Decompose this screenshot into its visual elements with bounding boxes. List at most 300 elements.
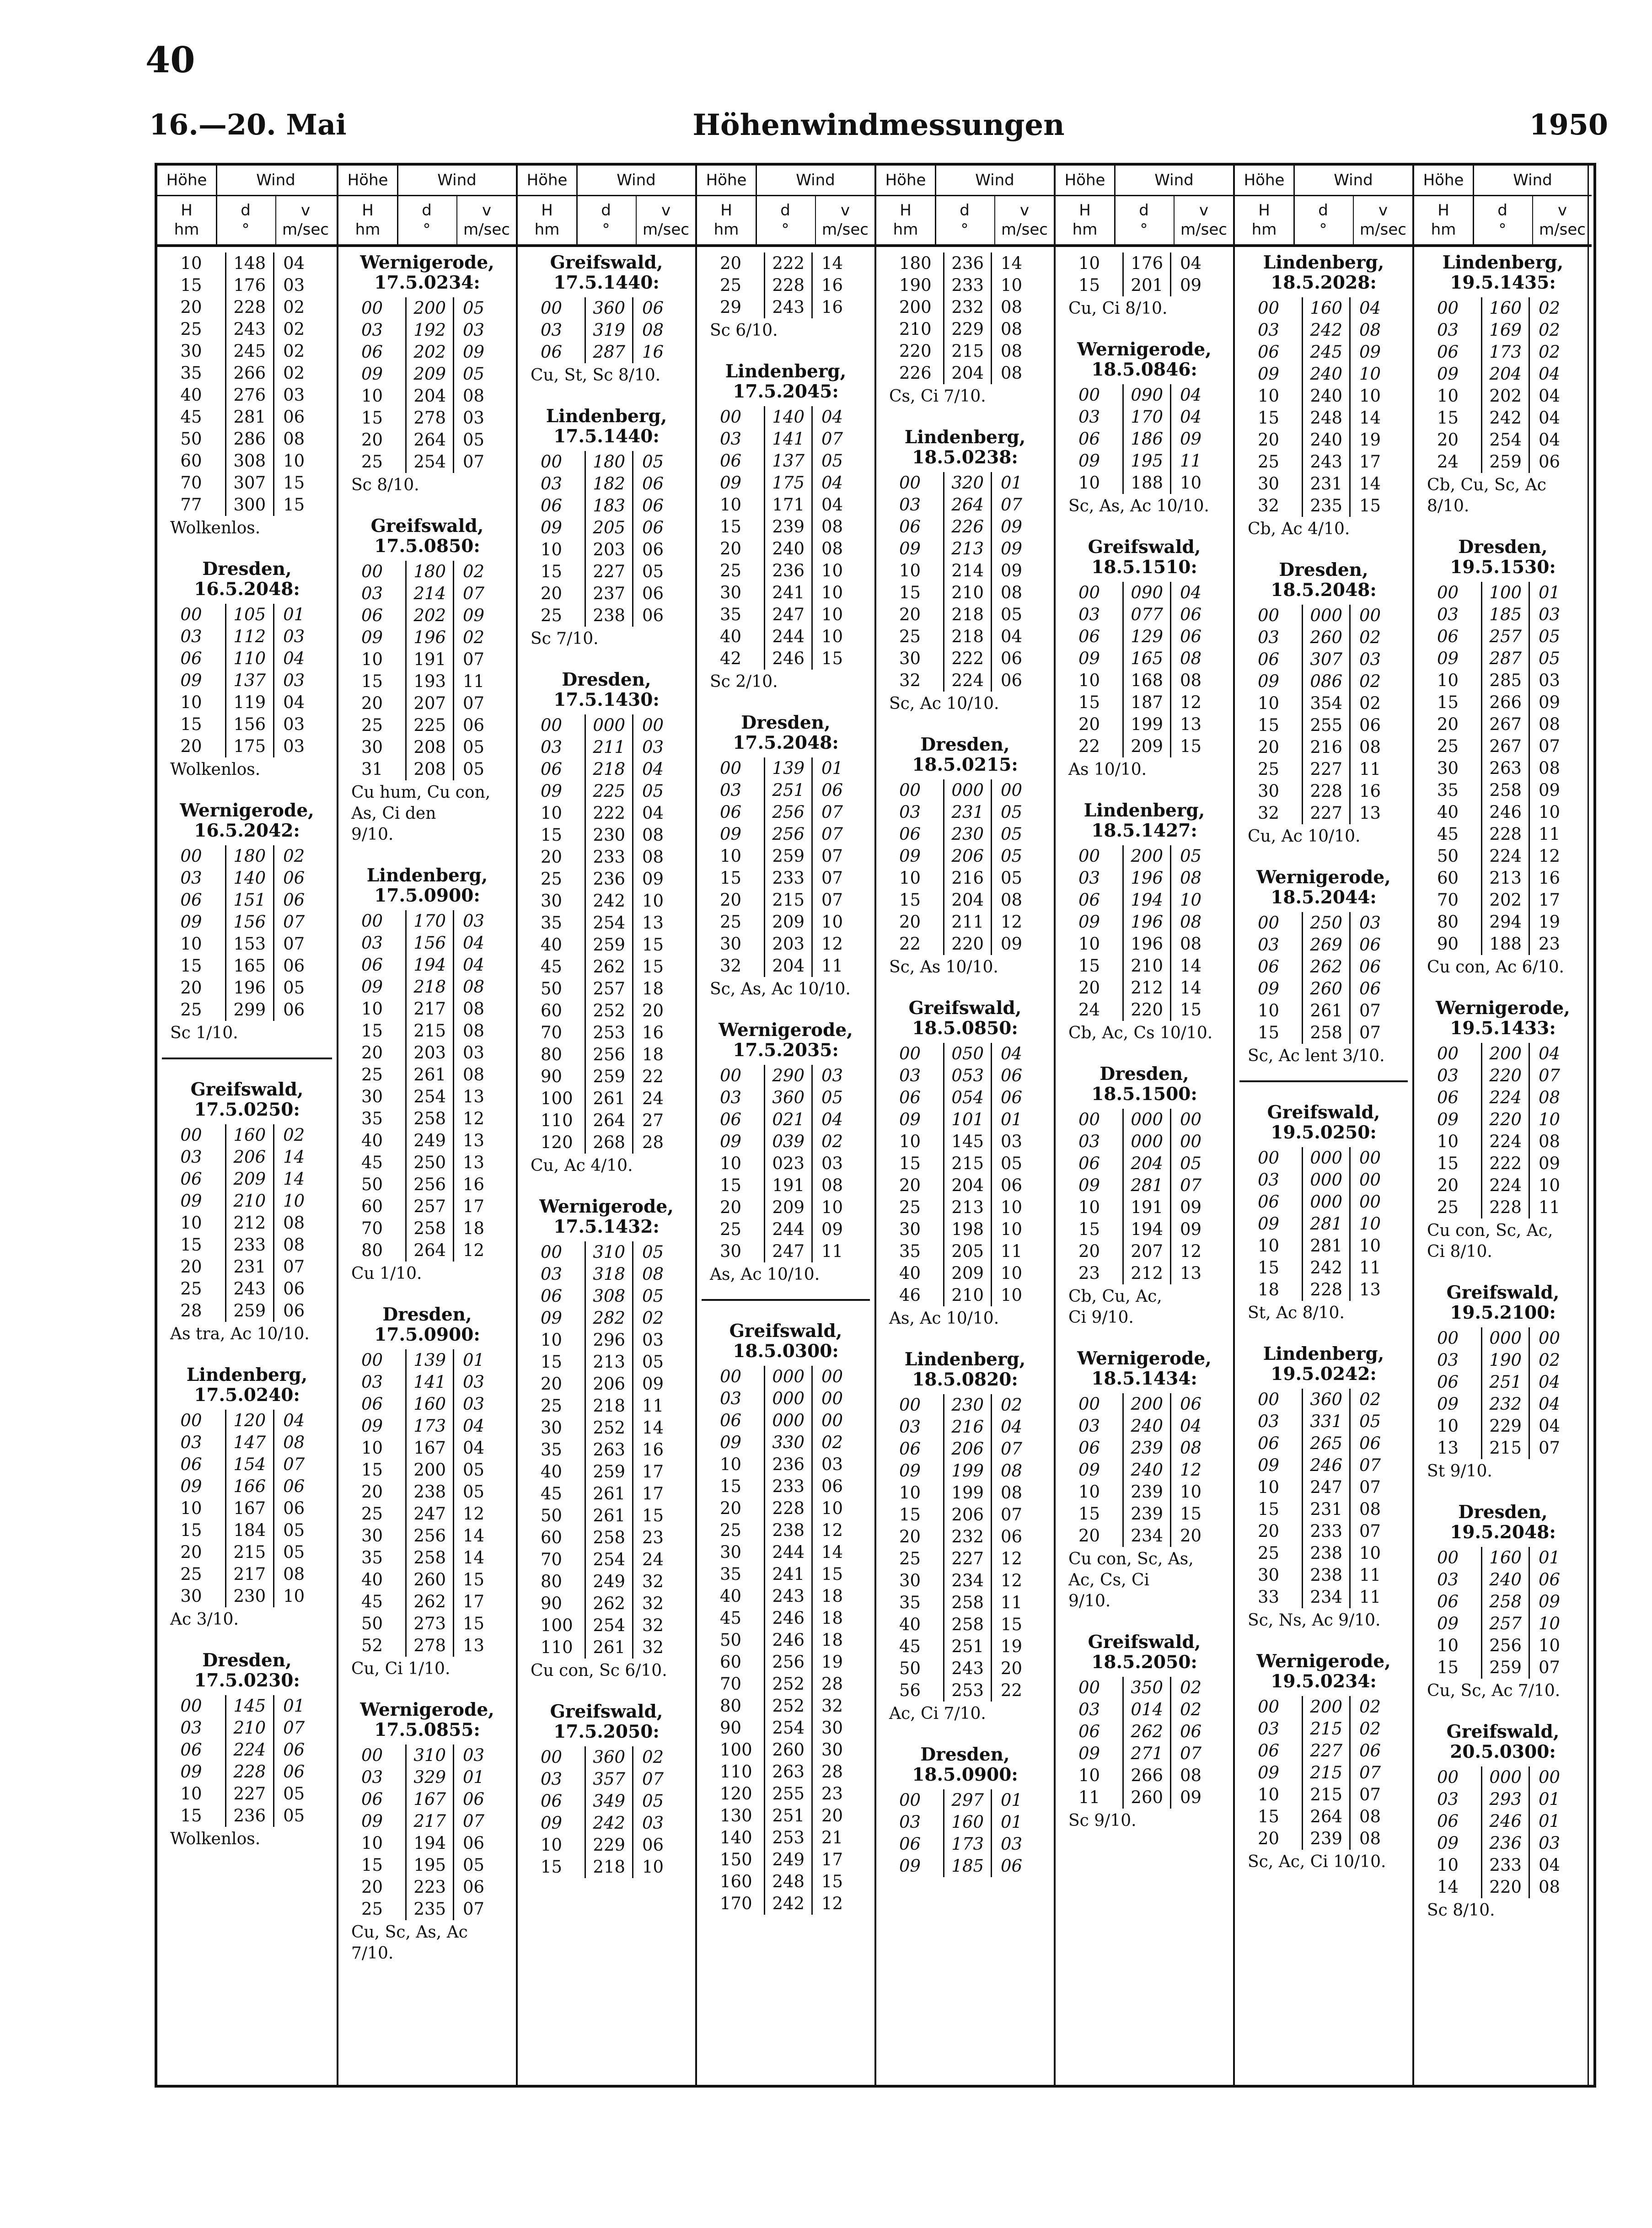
station-title: Greifswald, 18.5.0300: [729, 1321, 842, 1362]
height-cell: 10 [899, 1483, 921, 1503]
speed-cell: 06 [1359, 935, 1381, 955]
table-row [720, 252, 852, 274]
height-cell: 100 [541, 1616, 573, 1635]
direction-cell: 268 [585, 1132, 633, 1154]
hm-label: hm [1431, 220, 1456, 239]
table-row [899, 845, 1031, 867]
height-cell: 35 [541, 1440, 563, 1460]
table-row [720, 1849, 852, 1871]
height-cell: 10 [720, 1455, 742, 1474]
table-row [180, 296, 313, 318]
height-cell: 150 [720, 1850, 752, 1869]
height-cell: 03 [541, 1769, 563, 1789]
height-cell: 06 [1078, 1154, 1100, 1173]
direction-cell: 262 [406, 1591, 454, 1613]
speed-cell: 08 [821, 517, 843, 537]
height-cell: 50 [361, 1175, 383, 1194]
height-cell: 00 [361, 1745, 383, 1765]
height-cell: 06 [1437, 1811, 1459, 1831]
direction-cell: 110 [225, 648, 274, 670]
speed-cell: 13 [462, 1636, 485, 1655]
speed-cell: 05 [1000, 605, 1023, 624]
table-row [1258, 473, 1389, 495]
station-entry [338, 1305, 516, 1680]
table-row [361, 1876, 493, 1898]
speed-cell: 02 [283, 319, 305, 339]
direction-cell: 256 [765, 823, 812, 845]
station-title: Dresden, 19.5.1530: [1450, 537, 1556, 578]
station-title: Greifswald, 17.5.1440: [550, 252, 663, 293]
direction-cell: 139 [765, 757, 812, 779]
speed-cell: 08 [1180, 671, 1202, 690]
direction-cell: 230 [944, 1394, 992, 1416]
direction-cell: 261 [585, 1637, 633, 1659]
table-row [541, 1417, 672, 1439]
height-cell: 15 [899, 1505, 921, 1525]
height-cell: 09 [720, 1433, 742, 1452]
height-cell: 20 [899, 1527, 921, 1546]
speed-cell: 01 [1538, 1789, 1561, 1809]
table-row [1437, 1876, 1569, 1898]
observation-table [1258, 605, 1389, 824]
table-row [541, 1088, 672, 1110]
speed-cell: 00 [642, 715, 664, 735]
height-cell: 09 [1078, 1460, 1100, 1480]
height-cell: 20 [361, 1043, 383, 1063]
height-cell: 00 [541, 1242, 563, 1262]
table-row [1078, 955, 1210, 977]
table-row [720, 1541, 852, 1563]
speed-cell: 08 [1000, 1461, 1023, 1481]
cloud-note: Cu, Ac 10/10. [1248, 827, 1361, 846]
station-entry [1056, 1632, 1233, 1831]
speed-cell: 18 [821, 1630, 843, 1650]
direction-cell: 234 [1123, 1525, 1171, 1547]
cloud-note: St, Ac 8/10. [1248, 1304, 1345, 1322]
height-cell: 09 [899, 1461, 921, 1481]
direction-cell: 293 [1482, 1788, 1529, 1810]
height-cell: 30 [361, 1526, 383, 1546]
direction-cell: 240 [1482, 1569, 1529, 1591]
table-row [1078, 384, 1210, 406]
direction-cell: 228 [765, 274, 812, 296]
table-row [1437, 1327, 1569, 1349]
height-cell: 80 [541, 1572, 563, 1591]
speed-cell: 02 [642, 1308, 664, 1328]
direction-cell: 350 [1123, 1677, 1171, 1699]
speed-cell: 10 [1000, 1263, 1023, 1283]
speed-cell: 05 [821, 1088, 843, 1107]
speed-cell: 04 [1538, 1855, 1561, 1875]
table-row [899, 1175, 1031, 1197]
speed-cell: 15 [283, 473, 305, 493]
height-cell: 00 [1078, 1110, 1100, 1129]
direction-cell: 230 [944, 823, 992, 845]
direction-cell: 244 [765, 1219, 812, 1240]
direction-cell: 261 [585, 1483, 633, 1505]
direction-cell: 194 [1123, 1219, 1171, 1240]
table-row [541, 780, 672, 802]
height-cell: 09 [720, 824, 742, 844]
height-cell: 10 [1258, 1477, 1280, 1497]
speed-cell: 06 [642, 474, 664, 494]
speed-cell: 13 [1359, 1280, 1381, 1299]
v-label: v [840, 201, 850, 220]
speed-cell: 04 [642, 803, 664, 823]
speed-cell: 10 [283, 451, 305, 471]
height-cell: 15 [1078, 693, 1100, 712]
direction-cell: 206 [944, 1438, 992, 1460]
direction-cell: 198 [944, 1219, 992, 1240]
table-row [541, 1110, 672, 1132]
speed-cell: 05 [283, 1784, 305, 1804]
table-row [1258, 802, 1389, 824]
height-cell: 13 [1437, 1438, 1459, 1458]
direction-cell: 188 [1482, 933, 1529, 955]
direction-cell: 232 [944, 1526, 992, 1548]
height-cell: 120 [541, 1133, 573, 1152]
table-row [541, 561, 672, 583]
direction-cell: 243 [225, 1278, 274, 1300]
speed-cell: 02 [1359, 1697, 1381, 1717]
speed-cell: 10 [821, 583, 843, 602]
direction-cell: 000 [1123, 1109, 1171, 1131]
speed-cell: 13 [1359, 803, 1381, 823]
direction-cell: 263 [765, 1761, 812, 1783]
direction-cell: 145 [944, 1131, 992, 1153]
direction-cell: 023 [765, 1153, 812, 1175]
observation-table [1078, 252, 1210, 296]
table-row [720, 516, 852, 538]
direction-cell: 000 [1303, 1191, 1350, 1213]
height-cell: 32 [720, 956, 742, 976]
direction-cell: 215 [225, 1541, 274, 1563]
height-cell: 20 [180, 1257, 202, 1277]
speed-cell: 06 [283, 1000, 305, 1020]
direction-cell: 213 [1482, 867, 1529, 889]
table-row [720, 1761, 852, 1783]
height-cell: 14 [1437, 1877, 1459, 1897]
direction-cell: 167 [406, 1788, 454, 1810]
table-row [899, 867, 1031, 889]
direction-cell: 160 [944, 1811, 992, 1833]
height-cell: 09 [899, 1856, 921, 1876]
table-row [720, 1175, 852, 1197]
height-cell: 40 [899, 1615, 921, 1634]
table-row [361, 1240, 493, 1262]
speed-cell: 07 [1359, 1023, 1381, 1042]
speed-cell: 05 [283, 978, 305, 998]
table-row [361, 1547, 493, 1569]
table-row [1437, 604, 1569, 626]
speed-cell: 09 [1000, 561, 1023, 580]
height-cell: 09 [180, 1191, 202, 1211]
section-divider [1239, 1080, 1408, 1082]
height-cell: 15 [1078, 1504, 1100, 1524]
table-row [720, 1131, 852, 1153]
height-cell: 03 [180, 627, 202, 646]
speed-cell: 05 [1180, 1154, 1202, 1173]
direction-cell: 240 [1123, 1459, 1171, 1481]
speed-cell: 19 [1000, 1637, 1023, 1656]
height-cell: 50 [899, 1659, 921, 1678]
speed-cell: 08 [462, 977, 485, 997]
height-cell: 25 [720, 275, 742, 295]
height-cell: 15 [1437, 693, 1459, 712]
direction-cell: 112 [225, 626, 274, 648]
station-entry [876, 998, 1054, 1329]
table-row [1078, 1525, 1210, 1547]
height-cell: 20 [180, 978, 202, 998]
table-row [1078, 670, 1210, 692]
height-cell: 03 [1078, 1700, 1100, 1719]
height-cell: 10 [1437, 671, 1459, 690]
direction-cell: 264 [406, 429, 454, 451]
height-cell: 03 [180, 1147, 202, 1167]
table-row [1078, 1153, 1210, 1175]
speed-cell: 03 [283, 627, 305, 646]
speed-cell: 03 [462, 1372, 485, 1392]
speed-cell: 32 [642, 1572, 664, 1591]
direction-cell: 220 [1482, 1876, 1529, 1898]
direction-cell: 273 [406, 1613, 454, 1635]
speed-cell: 10 [821, 1197, 843, 1217]
table-row [1078, 1262, 1210, 1284]
speed-cell: 15 [462, 1614, 485, 1633]
h-label: H [900, 201, 912, 220]
speed-cell: 16 [642, 342, 664, 362]
table-row [1078, 911, 1210, 933]
direction-cell: 105 [225, 604, 274, 626]
speed-cell: 09 [1180, 1197, 1202, 1217]
station-title: Greifswald, 19.5.2100: [1446, 1282, 1560, 1323]
hm-label: hm [174, 220, 199, 239]
direction-cell: 264 [406, 1240, 454, 1262]
direction-cell: 218 [585, 1856, 633, 1878]
speed-cell: 07 [1359, 1455, 1381, 1475]
table-row [720, 801, 852, 823]
speed-cell: 06 [283, 956, 305, 976]
height-cell: 09 [1437, 1614, 1459, 1633]
table-row [361, 1635, 493, 1657]
speed-cell: 24 [642, 1550, 664, 1569]
table-row [899, 1240, 1031, 1262]
height-cell: 33 [1258, 1587, 1280, 1607]
speed-cell: 07 [462, 1811, 485, 1831]
height-cell: 25 [1437, 736, 1459, 756]
height-cell: 10 [180, 1784, 202, 1804]
height-cell: 10 [899, 868, 921, 888]
table-row [720, 1087, 852, 1109]
table-row [361, 1086, 493, 1108]
direction-cell: 139 [406, 1349, 454, 1371]
v-label: v [300, 201, 311, 220]
table-row [720, 626, 852, 648]
table-row [541, 1571, 672, 1593]
table-column [157, 166, 337, 2085]
speed-cell: 03 [642, 737, 664, 757]
direction-cell: 281 [1123, 1175, 1171, 1197]
direction-cell: 210 [944, 582, 992, 604]
speed-cell: 11 [821, 956, 843, 976]
height-cell: 40 [180, 385, 202, 405]
table-row [541, 802, 672, 824]
speed-cell: 03 [283, 736, 305, 756]
table-row [1437, 319, 1569, 341]
table-row [541, 736, 672, 758]
speed-cell: 04 [1538, 408, 1561, 428]
d-label: d [960, 201, 970, 220]
column-body [157, 252, 337, 2085]
wind-label: Wind [617, 171, 656, 189]
height-cell: 100 [541, 1089, 573, 1108]
height-cell: 00 [1437, 1548, 1459, 1568]
height-cell: 00 [541, 715, 563, 735]
table-row [1437, 1065, 1569, 1087]
speed-cell: 01 [1000, 1790, 1023, 1810]
direction-cell: 148 [225, 252, 274, 274]
speed-cell: 03 [821, 1455, 843, 1474]
table-row [361, 1810, 493, 1832]
hm-label: hm [355, 220, 381, 239]
table-row [361, 1349, 493, 1371]
height-cell: 03 [899, 1417, 921, 1437]
speed-cell: 05 [462, 1482, 485, 1502]
station-entry [157, 800, 337, 1059]
table-row [1078, 648, 1210, 670]
speed-cell: 06 [1000, 671, 1023, 690]
table-row [541, 956, 672, 978]
height-cell: 09 [1437, 1394, 1459, 1414]
speed-cell: 08 [1538, 758, 1561, 778]
height-cell: 06 [720, 802, 742, 822]
speed-cell: 11 [642, 1396, 664, 1416]
cloud-note: Cu, Sc, Ac 7/10. [1427, 1681, 1561, 1700]
speed-cell: 32 [821, 1696, 843, 1716]
direction-cell: 251 [944, 1636, 992, 1658]
height-cell: 28 [180, 1301, 202, 1321]
height-cell: 80 [1437, 912, 1459, 932]
direction-cell: 205 [585, 517, 633, 539]
d-label: d [1318, 201, 1328, 220]
speed-cell: 08 [642, 825, 664, 845]
table-row [899, 1482, 1031, 1504]
height-cell: 60 [541, 1528, 563, 1547]
table-row [180, 362, 313, 384]
direction-cell: 228 [1482, 1197, 1529, 1219]
speed-cell: 10 [642, 891, 664, 911]
height-cell: 30 [361, 1087, 383, 1106]
observation-table [720, 252, 852, 318]
speed-cell: 08 [283, 1235, 305, 1255]
height-cell: 10 [1258, 386, 1280, 406]
speed-cell: 02 [1538, 320, 1561, 340]
height-cell: 03 [361, 1372, 383, 1392]
height-cell: 35 [361, 1548, 383, 1568]
table-row [180, 867, 313, 889]
speed-cell: 10 [1538, 802, 1561, 822]
height-cell: 06 [720, 1411, 742, 1430]
wind-label: Wind [1334, 171, 1373, 189]
station-title: Greifswald, 20.5.0300: [1446, 1721, 1560, 1762]
table-row [1258, 1696, 1389, 1718]
height-cell: 06 [541, 342, 563, 362]
table-row [1437, 1591, 1569, 1613]
direction-cell: 227 [1303, 1740, 1350, 1762]
height-cell: 00 [541, 452, 563, 472]
cloud-note: Cu, Ac 4/10. [531, 1156, 633, 1175]
observation-table [899, 1394, 1031, 1702]
direction-cell: 000 [765, 1366, 812, 1388]
table-row [1437, 1832, 1569, 1854]
height-cell: 06 [541, 1791, 563, 1811]
direction-cell: 258 [944, 1614, 992, 1636]
station-entry [876, 735, 1054, 978]
table-row [899, 1789, 1031, 1811]
direction-cell: 354 [1303, 693, 1350, 714]
height-cell: 00 [180, 1696, 202, 1716]
speed-cell: 08 [462, 386, 485, 406]
speed-cell: 11 [1180, 451, 1202, 471]
speed-cell: 06 [1180, 605, 1202, 624]
speed-cell: 07 [1180, 1744, 1202, 1763]
cloud-note: As 10/10. [1068, 760, 1147, 779]
direction-cell: 260 [1303, 627, 1350, 649]
speed-cell: 00 [821, 1389, 843, 1408]
speed-cell: 08 [1180, 934, 1202, 954]
cloud-note: Cb, Cu, Ac, Ci 9/10. [1068, 1287, 1162, 1327]
height-cell: 20 [1258, 1521, 1280, 1541]
speed-cell: 06 [642, 1835, 664, 1855]
speed-cell: 07 [1000, 495, 1023, 515]
table-row [720, 450, 852, 472]
height-cell: 03 [1258, 1719, 1280, 1739]
height-cell: 46 [899, 1285, 921, 1305]
direction-cell: 308 [225, 450, 274, 472]
height-cell: 90 [541, 1594, 563, 1613]
table-row [1258, 1564, 1389, 1586]
column-body [1235, 252, 1412, 2085]
direction-cell: 287 [585, 341, 633, 363]
direction-cell: 054 [944, 1087, 992, 1109]
table-row [1078, 845, 1210, 867]
direction-cell: 241 [765, 1563, 812, 1585]
height-cell: 20 [541, 1374, 563, 1394]
height-cell: 15 [1258, 1807, 1280, 1826]
speed-cell: 18 [821, 1608, 843, 1628]
height-cell: 15 [1078, 956, 1100, 976]
speed-cell: 05 [642, 1286, 664, 1306]
height-cell: 25 [541, 869, 563, 889]
height-cell: 35 [899, 1241, 921, 1261]
table-row [1437, 911, 1569, 933]
direction-cell: 207 [1123, 1240, 1171, 1262]
observation-table [1078, 1677, 1210, 1809]
direction-cell: 209 [765, 911, 812, 933]
d-label: d [780, 201, 790, 220]
speed-cell: 10 [1000, 1285, 1023, 1305]
hoehe-label: Höhe [1244, 171, 1285, 189]
direction-cell: 236 [944, 252, 992, 274]
direction-cell: 258 [1482, 779, 1529, 801]
direction-cell: 260 [1303, 978, 1350, 1000]
speed-cell: 06 [1180, 1722, 1202, 1741]
table-row [899, 1833, 1031, 1855]
direction-cell: 000 [765, 1388, 812, 1410]
direction-cell: 248 [765, 1871, 812, 1893]
speed-cell: 05 [462, 1855, 485, 1875]
speed-cell: 02 [1359, 671, 1381, 691]
